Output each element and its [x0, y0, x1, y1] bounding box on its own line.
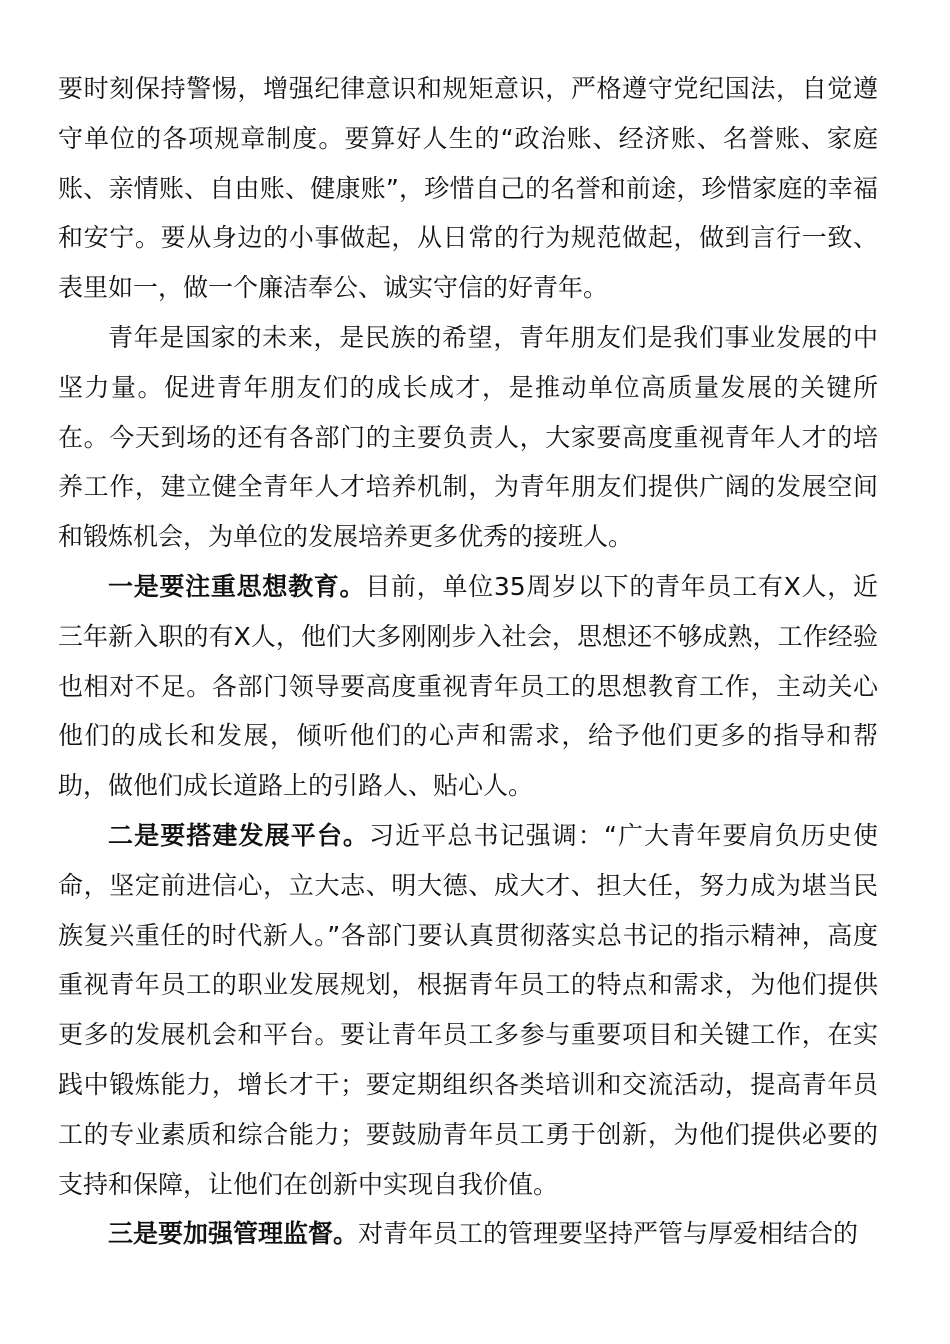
paragraph-text: 要时刻保持警惕，增强纪律意识和规矩意识，严格遵守党纪国法，自觉遵守单位的各项规章制度。要算好人生的“政治账、经济账、名誉账、家庭账、亲情账、自由账、健康账”，珍惜自己的名誉和前途，珍惜家庭的幸福和安宁。要从身边的小事做起，从日常的行为规范做起，做到言行一致、表里如一，做一个廉洁奉公、诚实守信的好青年。: [58, 74, 878, 303]
paragraph-point-one: [58, 562, 878, 811]
paragraph-text: 目前，单位35周岁以下的青年员工有X人，近三年新入职的有X人，他们大多刚刚步入社会，思想还不够成熟，工作经验也相对不足。各部门领导要高度重视青年员工的思想教育工作，主动关心他们的成长和发展，倾听他们的心声和需求，给予他们更多的指导和帮助，做他们成长道路上的引路人、贴心人。: [58, 571, 878, 801]
paragraph-lead-bold: 一是要注重思想教育。: [108, 571, 366, 601]
paragraph-youth-future: [58, 313, 878, 562]
paragraph-text: 青年是国家的未来，是民族的希望，青年朋友们是我们事业发展的中坚力量。促进青年朋友们的成长成才，是推动单位高质量发展的关键所在。今天到场的还有各部门的主要负责人，大家要高度重视青年人才的培养工作，建立健全青年人才培养机制，为青年朋友们提供广阔的发展空间和锻炼机会，为单位的发展培养更多优秀的接班人。: [58, 322, 878, 552]
paragraph-point-three: [58, 1209, 878, 1259]
paragraph-discipline: [58, 64, 878, 313]
paragraph-point-two: [58, 811, 878, 1209]
document-page: [58, 64, 878, 1259]
paragraph-lead-bold: 三是要加强管理监督。: [108, 1219, 359, 1249]
paragraph-lead-bold: 二是要搭建发展平台。: [108, 820, 370, 850]
paragraph-text: 对青年员工的管理要坚持严管与厚爱相结合的: [358, 1219, 859, 1249]
paragraph-text: 习近平总书记强调：“广大青年要肩负历史使命，坚定前进信心，立大志、明大德、成大才、担大任，努力成为堪当民族复兴重任的时代新人。”各部门要认真贯彻落实总书记的指示精神，高度重视青年员工的职业发展规划，根据青年员工的特点和需求，为他们提供更多的发展机会和平台。要让青年员工多参与重要项目和关键工作，在实践中锻炼能力，增长才干；要定期组织各类培训和交流活动，提高青年员工的专业素质和综合能力；要鼓励青年员工勇于创新，为他们提供必要的支持和保障，让他们在创新中实现自我价值。: [58, 820, 878, 1199]
